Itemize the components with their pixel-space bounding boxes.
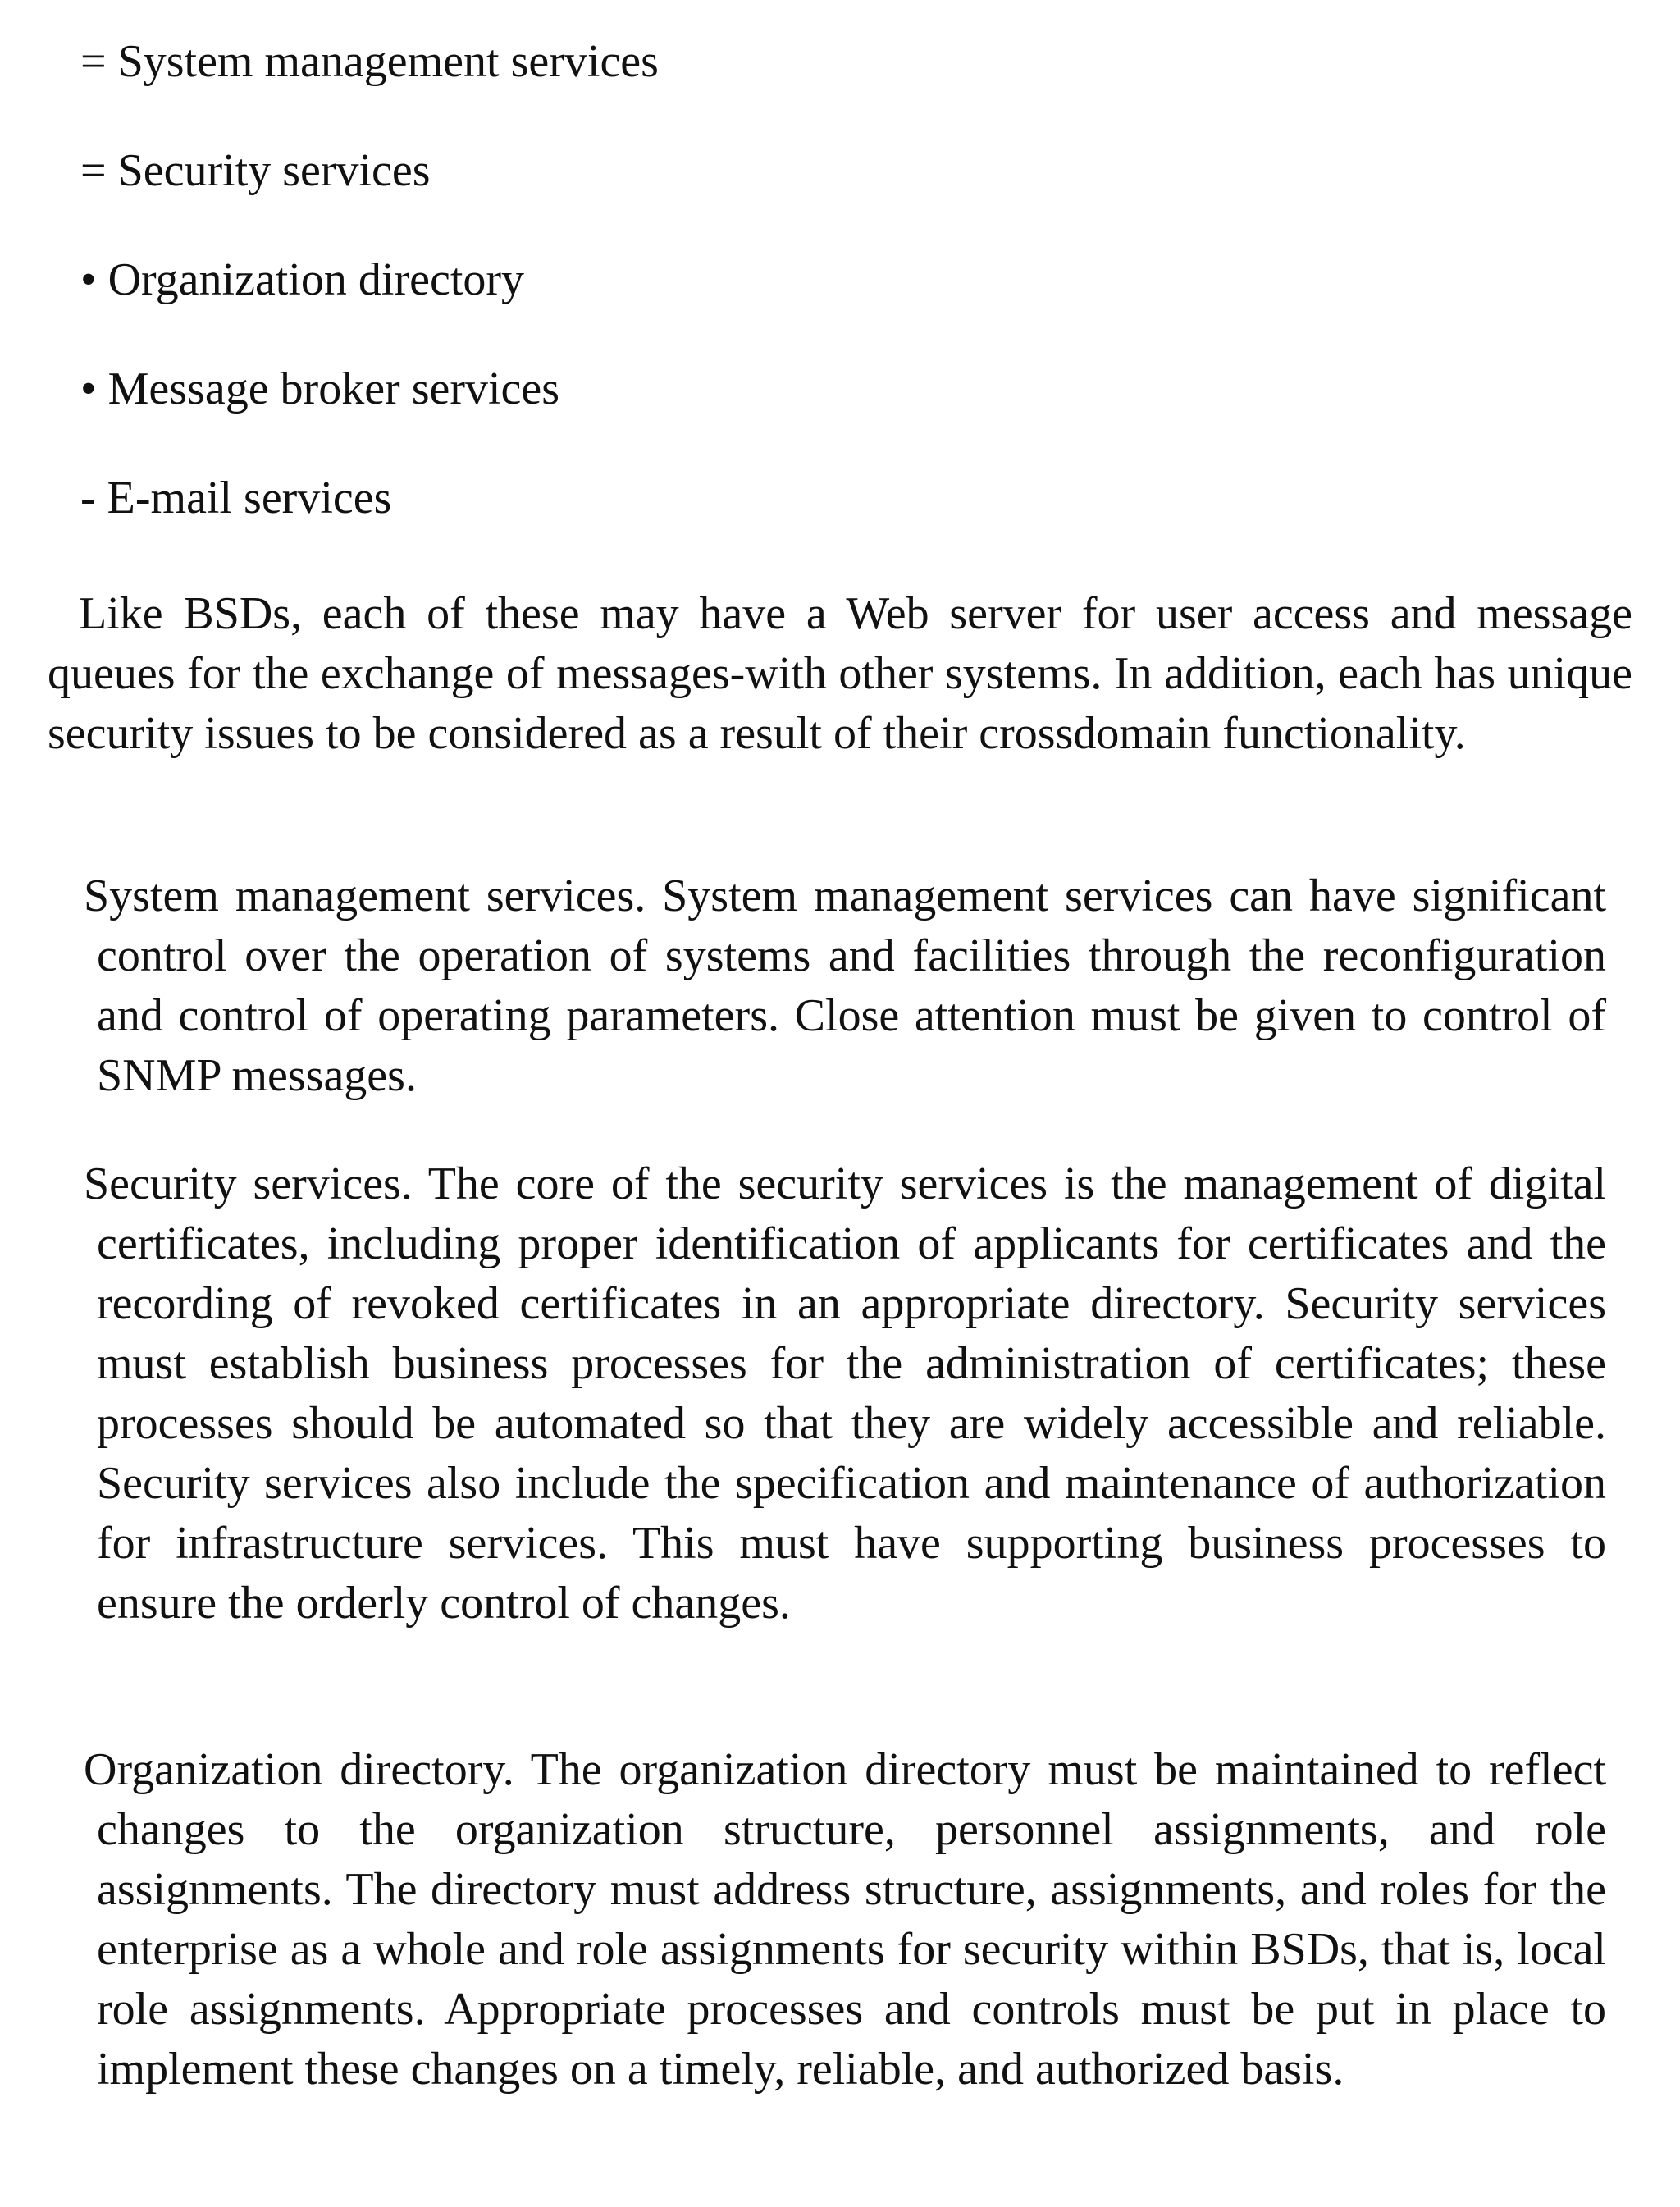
section-organization-directory: Organization directory. The organization directory must be maintained to reflect changes to the organization structure, personnel assignments, and role assignments. The directory must address structure, assignments, and roles for the enterprise as a whole and role assignments for security within BSDs, that is, local role assignments. Appropriate processes and controls must be put in place to implement these changes on a timely, reliable, and authorized basis. — [84, 1744, 1606, 2095]
list-item-message-broker: • Message broker services — [80, 363, 560, 414]
list-item-email-services: - E-mail services — [80, 473, 392, 523]
list-item-organization-directory: • Organization directory — [80, 254, 525, 305]
list-item-security-services: = Security services — [80, 145, 431, 196]
section-security-services: Security services. The core of the security services is the management of digital certificates, including proper identification of applicants for certificates and the recording of revoked certificates in an appropriate directory. Security services must establish business processes for the administration of certificates; these processes should be automated so that they are widely accessible and reliable. Security services also include the specification and maintenance of authorization for infrastructure services. This must have supporting business processes to ensure the orderly control of changes. — [84, 1158, 1606, 1629]
list-item-system-management: = System management services — [80, 36, 659, 87]
intro-paragraph: Like BSDs, each of these may have a Web server for user access and message queues for the exchange of messages-with other systems. In addition, each has unique security issues to be considered as a result of their crossdomain functionality. — [48, 588, 1632, 759]
section-system-management: System management services. System management services can have significant control over the operation of systems and facilities through the reconfiguration and control of operating parameters. Close attention must be given to control of SNMP messages. — [84, 870, 1606, 1101]
